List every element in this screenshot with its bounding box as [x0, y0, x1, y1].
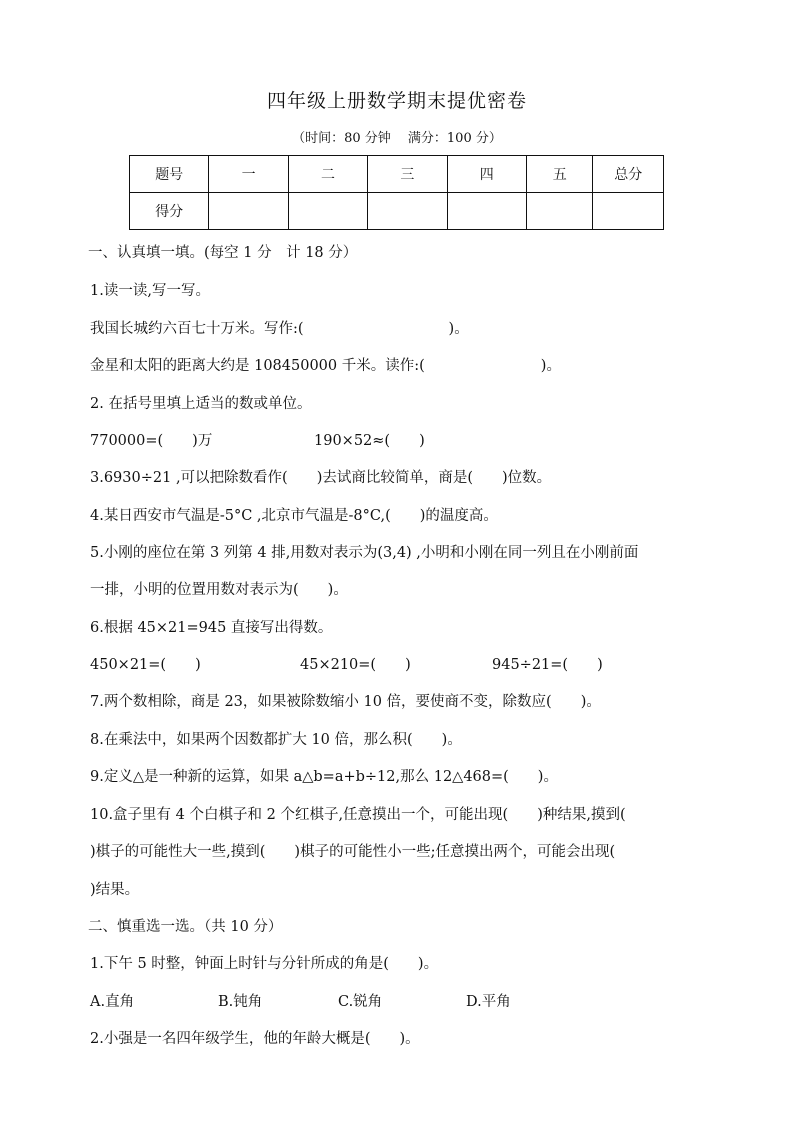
question-text: 770000=( )万: [90, 433, 213, 449]
page-title: 四年级上册数学期末提优密卷: [266, 90, 527, 112]
question-text: 450×21=( ): [90, 657, 201, 673]
question-text: 我国长城约六百七十万米。写作:( )。: [90, 321, 469, 337]
question-text: 7.两个数相除，商是 23，如果被除数缩小 10 倍，要使商不变，除数应( )。: [90, 694, 601, 710]
question-text: 9.定义△是一种新的运算，如果 a△b=a+b÷12,那么 12△468=( )。: [90, 769, 558, 785]
choice-option[interactable]: B.钝角: [218, 994, 263, 1010]
question-text: 2.小强是一名四年级学生，他的年龄大概是( )。: [90, 1031, 420, 1047]
question-text: 6.根据 45×21=945 直接写出得数。: [90, 620, 333, 636]
table-cell: 四: [447, 156, 526, 193]
question-text: 1.下午 5 时整，钟面上时针与分针所成的角是( )。: [90, 956, 439, 972]
question-text: 3.6930÷21 ,可以把除数看作( )去试商比较简单，商是( )位数。: [90, 470, 552, 486]
question-text: 4.某日西安市气温是-5°C ,北京市气温是-8°C,( )的温度高。: [90, 508, 498, 524]
question-text: 945÷21=( ): [492, 657, 603, 673]
question-text: 一排，小明的位置用数对表示为( )。: [90, 582, 348, 598]
section-heading: 二、慎重选一选。（共 10 分）: [88, 919, 283, 935]
table-row: [130, 193, 664, 230]
table-cell: 得分: [130, 193, 209, 230]
choice-option[interactable]: A.直角: [90, 994, 135, 1010]
question-text: 10.盒子里有 4 个白棋子和 2 个红棋子,任意摸出一个，可能出现( )种结果,摸到(: [90, 807, 626, 823]
choice-option[interactable]: D.平角: [466, 994, 511, 1010]
score-input-cell[interactable]: [209, 193, 288, 230]
question-text: 8.在乘法中，如果两个因数都扩大 10 倍，那么积( )。: [90, 732, 462, 748]
question-text: 1.读一读,写一写。: [90, 283, 210, 299]
table-cell: 二: [288, 156, 367, 193]
question-text: )结果。: [90, 882, 140, 898]
score-input-cell[interactable]: [526, 193, 593, 230]
exam-info: （时间：80 分钟 满分：100 分）: [292, 131, 502, 146]
table-cell: 五: [526, 156, 593, 193]
table-row: [130, 156, 664, 193]
score-input-cell[interactable]: [368, 193, 447, 230]
score-input-cell[interactable]: [447, 193, 526, 230]
choice-option[interactable]: C.锐角: [338, 994, 383, 1010]
question-text: 2. 在括号里填上适当的数或单位。: [90, 396, 312, 412]
table-cell: 三: [368, 156, 447, 193]
score-input-cell[interactable]: [593, 193, 664, 230]
question-text: 190×52≈( ): [314, 433, 425, 449]
section-heading: 一、认真填一填。(每空 1 分 计 18 分）: [88, 245, 358, 261]
question-text: 5.小刚的座位在第 3 列第 4 排,用数对表示为(3,4) ,小明和小刚在同一列且在小刚前面: [90, 545, 639, 561]
question-text: 45×210=( ): [300, 657, 411, 673]
score-input-cell[interactable]: [288, 193, 367, 230]
table-cell: 总分: [593, 156, 664, 193]
score-table: [129, 155, 664, 230]
table-cell: 一: [209, 156, 288, 193]
question-text: 金星和太阳的距离大约是 108450000 千米。读作:( )。: [90, 358, 561, 374]
table-cell: 题号: [130, 156, 209, 193]
question-text: )棋子的可能性大一些,摸到( )棋子的可能性小一些;任意摸出两个，可能会出现(: [90, 844, 616, 860]
